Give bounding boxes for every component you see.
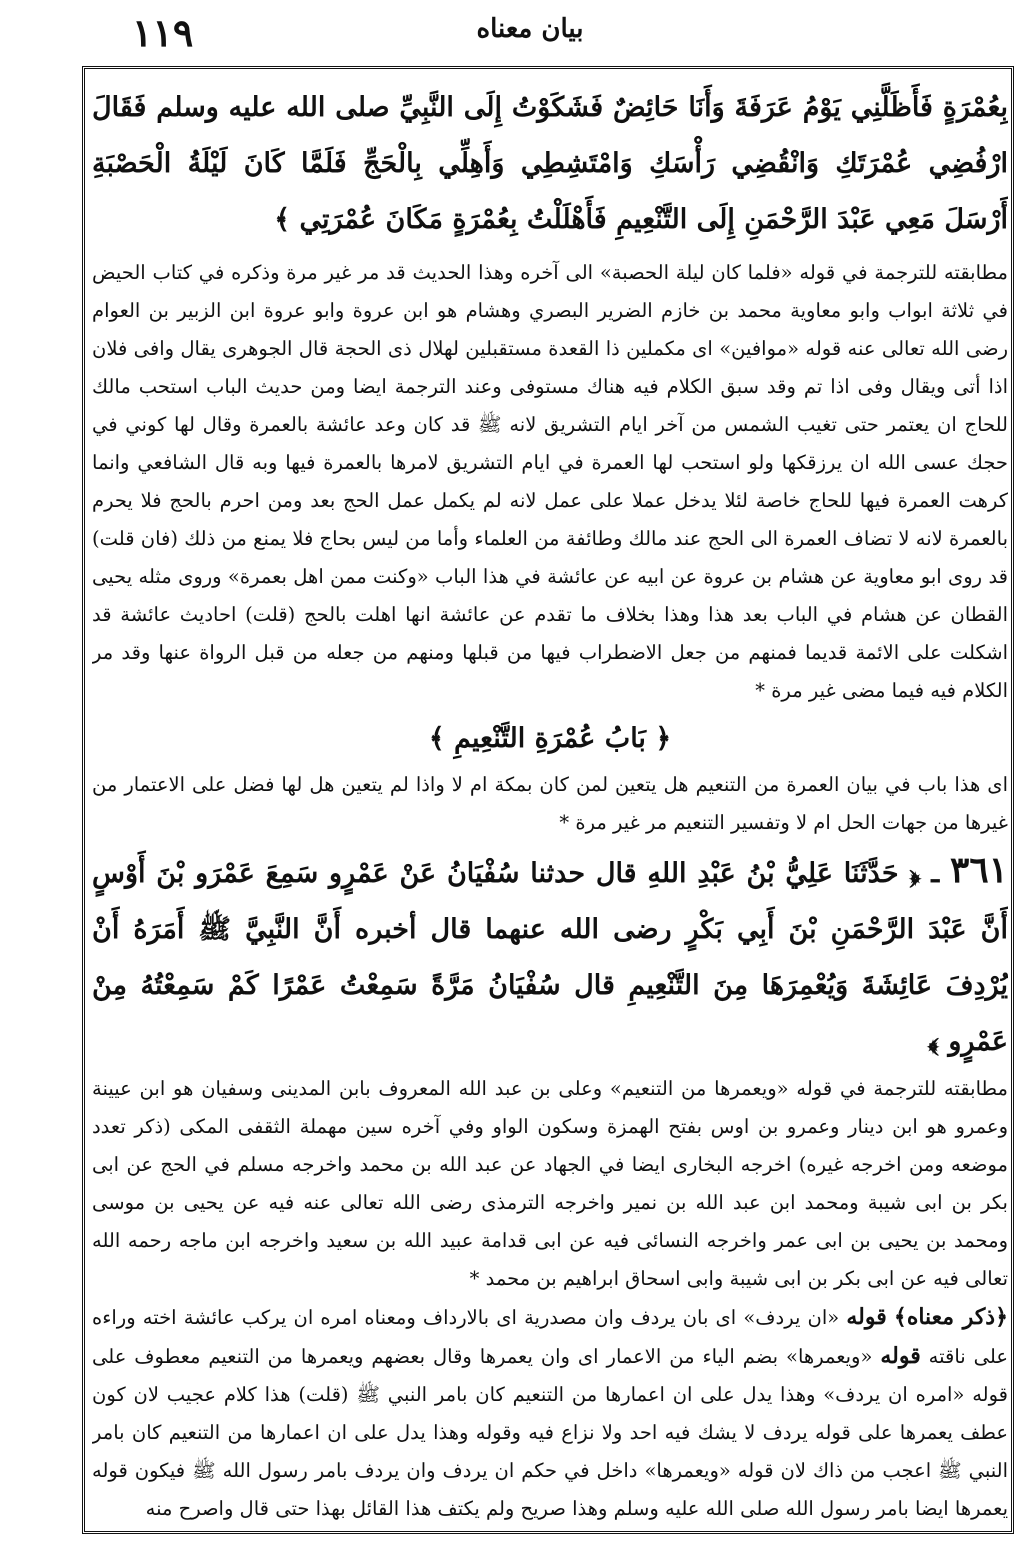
meaning-heading: ﴿ذكر معناه﴾ bbox=[893, 1304, 1008, 1330]
page-content bbox=[92, 80, 1008, 1530]
meaning-part-2: «ويعمرها» بضم الياء من الاعمار اى وان يعمرها وقال بعضهم ويعمرها من التنعيم معطوف على قوله «امره ان يردف» وهذا يدل على ان اعمارها من التنعيم كان بامر النبي ﷺ (قلت) هذا كلام عجيب لان كون عطف يعمرها على قوله يردف لا يشك فيه احد ولا نزاع فيه وقوله وهذا يدل على ان اعمارها من التنعيم كان بامر النبي ﷺ اعجب من ذاك لان قوله «ويعمرها» داخل في حكم ان يردف وان يردف بامر رسول الله ﷺ فيكون قوله يعمرها ايضا بامر رسول الله صلى الله عليه وسلم وهذا صريح ولم يكتف هذا القائل بهذا حتى قال واصرح منه bbox=[92, 1345, 1008, 1520]
hadith-361-commentary: مطابقته للترجمة في قوله «ويعمرها من التنعيم» وعلى بن عبد الله المعروف بابن المدينى وسفيان هو ابن عيينة وعمرو هو ابن دينار وعمرو بن اوس بفتح الهمزة وسكون الواو وفي آخره سين مهملة الثقفى المكى (ذكر تعدد موضعه ومن اخرجه غيره) اخرجه البخارى ايضا في الجهاد عن عبد الله بن محمد واخرجه مسلم في الحج عن ابى بكر بن ابى شيبة ومحمد ابن عبد الله بن نمير واخرجه الترمذى رضى الله تعالى عنه فيه عن يحيى بن موسى ومحمد بن يحيى بن ابى عمر واخرجه النسائى فيه عن ابى قدامة عبيد الله بن سعيد واخرجه ابن ماجه رحمه الله تعالى فيه عن ابى بكر بن ابى شيبة وابى اسحاق ابراهيم بن محمد * bbox=[92, 1077, 1008, 1290]
commentary-paragraph: مطابقته للترجمة في قوله «فلما كان ليلة الحصبة» الى آخره وهذا الحديث قد مر غير مرة وذكره في كتاب الحيض في ثلاثة ابواب وابو معاوية محمد بن خازم الضرير البصري وهشام هو ابن عروة وابو عروة ابن الزبير بن العوام رضى الله تعالى عنه قوله «موافين» اى مكملين ذا القعدة مستقبلين لهلال ذى الحجة قال الجوهرى يقال وافى فلان اذا أتى ويقال وفى اذا تم وقد سبق الكلام فيه هناك مستوفى وعند الترجمة ايضا ومن حديث الباب استحب مالك للحاج ان يعتمر حتى تغيب الشمس من آخر ايام التشريق لانه ﷺ قد كان وعد عائشة بالعمرة وقال لها كوني في حجك عسى الله ان يرزقكها ولو استحب لها العمرة في ايام التشريق لامرها بالعمرة فيها وبه قال الشافعي وانما كرهت العمرة فيها للحاج خاصة لئلا يدخل عملا على عمل لانه لم يكمل عمل الحج بعد ومن احرم بالحج فلا يحرم بالعمرة لانه لا تضاف العمرة الى الحج عند مالك وطائفة من العلماء وأما من ليس بحاج فلا يمنع من ذلك (فان قلت) قد روى ابو معاوية عن هشام بن عروة عن ابيه عن عائشة في هذا الباب «وكنت ممن اهل بعمرة» وروى مثله يحيى القطان عن هشام في الباب بعد هذا وهذا بخلاف ما تقدم عن عائشة انها اهلت بالحج (قلت) احاديث عائشة قد اشكلت على الائمة قديما فمنهم من جعل الاضطراب فيها من قبلها ومنهم من جعله من قبل الرواة عنها وقد مر الكلام فيه فيما مضى غير مرة * bbox=[92, 261, 1008, 702]
meaning-part-1: «ان يردف» اى بان يردف وان مصدرية اى بالارداف ومعناه امره ان يركب عائشة اخته وراءه على ناقته bbox=[92, 1306, 1008, 1368]
meaning-section bbox=[92, 1298, 1008, 1528]
page-header bbox=[0, 0, 1027, 70]
hadith-number: ٣٦١ bbox=[949, 849, 1008, 891]
hadith-361: ٣٦١ ـ ﴿ حَدَّثَنَا عَلِيُّ بْنُ عَبْدِ اللهِ قال حدثنا سُفْيَانُ عَنْ عَمْرٍو سَمِعَ عَمْرَو بْنَ أَوْسٍ أَنَّ عَبْدَ الرَّحْمَنِ بْنَ أَبِي بَكْرٍ رضى الله عنهما قال أخبره أَنَّ النَّبِيَّ ﷺ أَمَرَهُ أَنْ يُرْدِفَ عَائِشَةَ وَيُعْمِرَهَا مِنَ التَّنْعِيمِ قال سُفْيَانُ مَرَّةً سَمِعْتُ عَمْرًا كَمْ سَمِعْتُهُ مِنْ عَمْرٍو ﴾ bbox=[92, 849, 1008, 1057]
hadith-text-continued: بِعُمْرَةٍ فَأَظَلَّنِي يَوْمُ عَرَفَةَ وَأَنَا حَائِضٌ فَشَكَوْتُ إِلَى النَّبِيِّ صلى الله عليه وسلم فَقَالَ ارْفُضِي عُمْرَتَكِ وَانْقُضِي رَأْسَكِ وَامْتَشِطِي وَأَهِلِّي بِالْحَجِّ فَلَمَّا كَانَ لَيْلَةُ الْحَصْبَةِ أَرْسَلَ مَعِي عَبْدَ الرَّحْمَنِ إِلَى التَّنْعِيمِ فَأَهْلَلْتُ بِعُمْرَةٍ مَكَانَ عُمْرَتِي ﴾ bbox=[92, 92, 1008, 235]
chapter-title: ﴿ بَابُ عُمْرَةِ التَّنْعِيمِ ﴾ bbox=[428, 723, 672, 754]
chapter-commentary: اى هذا باب في بيان العمرة من التنعيم هل يتعين لمن كان بمكة ام لا واذا لم يتعين هل لها فضل على الاعتمار من غيرها من جهات الحل ام لا وتفسير التنعيم مر غير مرة * bbox=[92, 773, 1008, 834]
hadith-361-text: ﴿ حَدَّثَنَا عَلِيُّ بْنُ عَبْدِ اللهِ قال حدثنا سُفْيَانُ عَنْ عَمْرٍو سَمِعَ عَمْرَو بْنَ أَوْسٍ أَنَّ عَبْدَ الرَّحْمَنِ بْنَ أَبِي بَكْرٍ رضى الله عنهما قال أخبره أَنَّ النَّبِيَّ ﷺ أَمَرَهُ أَنْ يُرْدِفَ عَائِشَةَ وَيُعْمِرَهَا مِنَ التَّنْعِيمِ قال سُفْيَانُ مَرَّةً سَمِعْتُ عَمْرًا كَمْ سَمِعْتُهُ مِنْ عَمْرٍو ﴾ bbox=[92, 858, 1008, 1057]
page-number: ١١٩ bbox=[132, 10, 194, 55]
qawluhu-label: قوله bbox=[846, 1304, 887, 1330]
qawluhu-label: قوله bbox=[880, 1343, 921, 1369]
running-head: بيان معناه bbox=[476, 14, 584, 44]
